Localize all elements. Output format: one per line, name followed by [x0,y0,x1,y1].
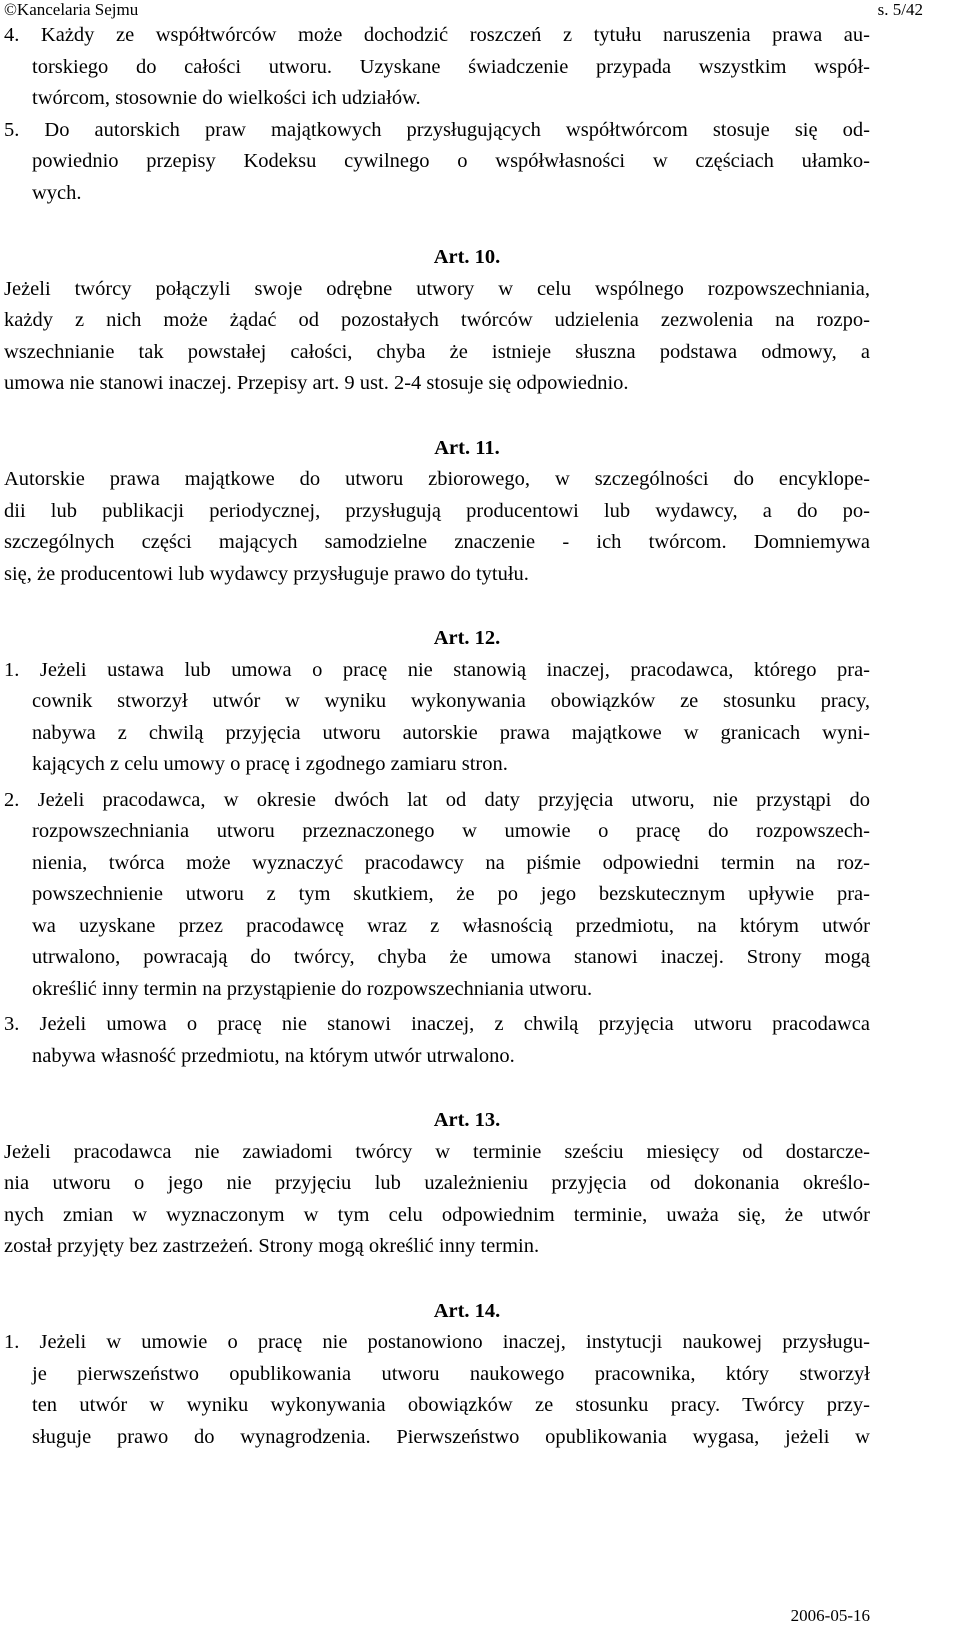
text-line: 1. Jeżeli w umowie o pracę nie postanowiono inaczej, instytucji naukowej przysługu- [4,1331,870,1353]
paragraph-4 [4,20,870,115]
text-line: szczególnych części mających samodzielne znaczenie - ich twórcom. Domniemywa [4,531,870,553]
article-14-paragraph-1 [4,1327,870,1453]
text-line: 2. Jeżeli pracodawca, w okresie dwóch lat od daty przyjęcia utworu, nie przystąpi do [4,788,870,811]
text-line: 4. Każdy ze współtwórców może dochodzić roszczeń z tytułu naruszenia prawa au- [4,24,870,46]
text-line: twórcom, stosownie do wielkości ich udziałów. [32,87,421,109]
text-line: się, że producentowi lub wydawcy przysługuje prawo do tytułu. [4,562,529,585]
text-line: utrwalono, powracają do twórcy, chyba że umowa stanowi inaczej. Strony mogą [32,946,870,968]
text-line: każdy z nich może żądać od pozostałych twórców udzielenia zezwolenia na rozpo- [4,309,870,331]
article-10-heading: Art. 10. [433,246,501,268]
text-line: nienia, twórca może wyznaczyć pracodawcy na piśmie odpowiedni termin na roz- [32,851,870,874]
paragraph-5 [4,115,870,210]
text-line: sługuje prawo do wynagrodzenia. Pierwszeństwo opublikowania wygasa, jeżeli w [32,1425,870,1448]
text-line: określić inny termin na przystąpienie do rozpowszechniania utworu. [32,977,593,1000]
text-line: torskiego do całości utworu. Uzyskane świadczenie przypada wszystkim współ- [32,55,870,78]
text-line: je pierwszeństwo opublikowania utworu naukowego pracownika, który stworzył [32,1362,870,1385]
text-line: powszechnienie utworu z tym skutkiem, że po jego bezskutecznym upływie pra- [32,883,870,905]
text-line: 5. Do autorskich praw majątkowych przysługujących współtwórcom stosuje się od- [4,118,870,141]
text-line: 1. Jeżeli ustawa lub umowa o pracę nie stanowią inaczej, pracodawca, którego pra- [4,658,870,681]
article-14-heading: Art. 14. [433,1299,501,1322]
text-line: wych. [32,181,82,204]
text-line: ten utwór w wyniku wykonywania obowiązków ze stosunku pracy. Twórcy przy- [32,1394,870,1416]
text-line: 3. Jeżeli umowa o pracę nie stanowi inaczej, z chwilą przyjęcia utworu pracodawca [4,1013,870,1035]
article-12-heading: Art. 12. [433,627,501,649]
text-line: umowa nie stanowi inaczej. Przepisy art. 9 ust. 2-4 stosuje się odpowiednio. [4,372,629,394]
text-line: powiednio przepisy Kodeksu cywilnego o współwłasności w częściach ułamko- [32,150,870,172]
text-line: rozpowszechniania utworu przeznaczonego w umowie o pracę do rozpowszech- [32,820,870,842]
text-line: nych zmian w wyznaczonym w tym celu odpowiednim terminie, uważa się, że utwór [4,1203,870,1226]
text-line: Jeżeli pracodawca nie zawiadomi twórcy w terminie sześciu miesięcy od dostarcze- [4,1140,870,1163]
article-11-heading: Art. 11. [434,436,500,459]
page-number: s. 5/42 [877,0,923,19]
text-line: wa uzyskane przez pracodawcę wraz z własnością przedmiotu, na którym utwór [32,914,870,937]
article-13-text [4,1137,870,1263]
text-line: nia utworu o jego nie przyjęciu lub uzależnieniu przyjęcia od dokonania określo- [4,1172,870,1194]
text-line: został przyjęty bez zastrzeżeń. Strony mogą określić inny termin. [4,1235,540,1257]
article-12-paragraph-1 [4,655,870,781]
article-11-text [4,464,870,590]
text-line: wszechnianie tak powstałej całości, chyba że istnieje słuszna podstawa odmowy, a [4,340,870,363]
footer-date: 2006-05-16 [790,1606,870,1625]
header-source: ©Kancelaria Sejmu [4,0,139,19]
article-12-paragraph-2 [4,785,870,1006]
document-body [4,20,870,1453]
text-line: kających z celu umowy o pracę i zgodnego zamiaru stron. [32,753,508,775]
text-line: nabywa własność przedmiotu, na którym utwór utrwalono. [32,1044,515,1067]
article-13-heading: Art. 13. [433,1109,501,1131]
text-line: Autorskie prawa majątkowe do utworu zbiorowego, w szczególności do encyklope- [4,468,870,490]
text-line: Jeżeli twórcy połączyli swoje odrębne utwory w celu wspólnego rozpowszechniania, [4,277,870,300]
text-line: cownik stworzył utwór w wyniku wykonywania obowiązków ze stosunku pracy, [32,690,870,712]
article-12-paragraph-3 [4,1009,870,1072]
text-line: nabywa z chwilą przyjęcia utworu autorskie prawa majątkowe w granicach wyni- [32,721,870,744]
article-10-text [4,274,870,400]
text-line: dii lub publikacji periodycznej, przysługują producentowi lub wydawcy, a do po- [4,499,870,522]
